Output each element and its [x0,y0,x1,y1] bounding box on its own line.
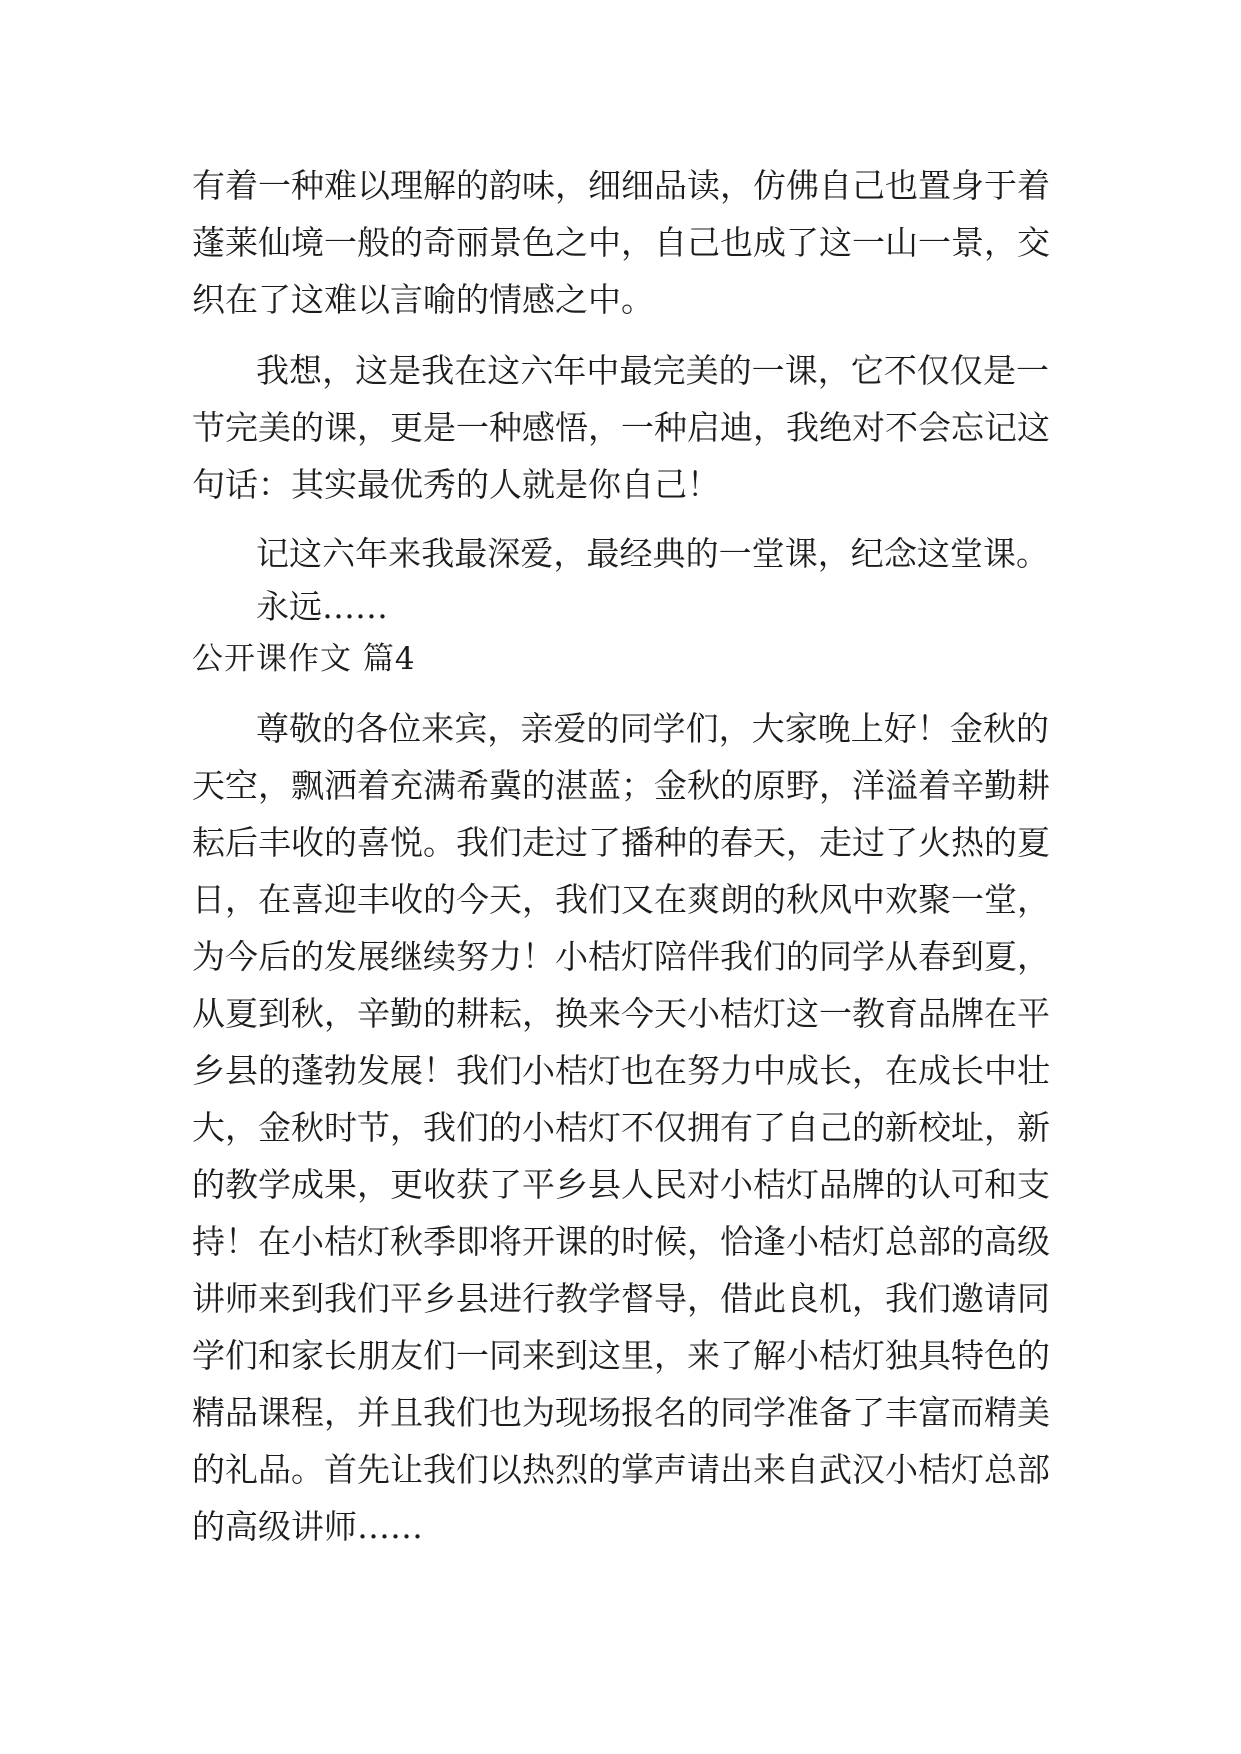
paragraph-line: 的礼品。首先让我们以热烈的掌声请出来自武汉小桔灯总部 [192,1450,1050,1489]
paragraph-line: 我想，这是我在这六年中最完美的一课，它不仅仅是一 [256,351,1049,390]
section-heading: 公开课作文 篇4 [192,641,416,677]
paragraph-line: 尊敬的各位来宾，亲爱的同学们，大家晚上好！金秋的 [256,709,1049,748]
paragraph-line: 日，在喜迎丰收的今天，我们又在爽朗的秋风中欢聚一堂， [192,880,1050,919]
paragraph-line: 天空，飘洒着充满希冀的湛蓝；金秋的原野，洋溢着辛勤耕 [192,766,1050,805]
paragraph-line: 乡县的蓬勃发展！我们小桔灯也在努力中成长，在成长中壮 [192,1051,1050,1090]
paragraph-line: 节完美的课，更是一种感悟，一种启迪，我绝对不会忘记这 [192,408,1050,447]
paragraph-line: 持！在小桔灯秋季即将开课的时候，恰逢小桔灯总部的高级 [192,1222,1050,1261]
paragraph-line: 大，金秋时节，我们的小桔灯不仅拥有了自己的新校址，新 [192,1108,1050,1147]
paragraph-line: 学们和家长朋友们一同来到这里，来了解小桔灯独具特色的 [192,1336,1050,1375]
paragraph-line: 的教学成果，更收获了平乡县人民对小桔灯品牌的认可和支 [192,1165,1050,1204]
paragraph-line: 永远…… [256,587,388,626]
paragraph-line: 为今后的发展继续努力！小桔灯陪伴我们的同学从春到夏， [192,937,1050,976]
paragraph-line: 织在了这难以言喻的情感之中。 [192,280,654,319]
paragraph-line: 精品课程，并且我们也为现场报名的同学准备了丰富而精美 [192,1393,1050,1432]
paragraph-line: 蓬莱仙境一般的奇丽景色之中，自己也成了这一山一景，交 [192,223,1050,262]
paragraph-line: 耘后丰收的喜悦。我们走过了播种的春天，走过了火热的夏 [192,823,1050,862]
paragraph-line: 从夏到秋，辛勤的耕耘，换来今天小桔灯这一教育品牌在平 [192,994,1050,1033]
paragraph-line: 句话：其实最优秀的人就是你自己！ [192,465,720,504]
paragraph-line: 讲师来到我们平乡县进行教学督导，借此良机，我们邀请同 [192,1279,1050,1318]
paragraph-line: 有着一种难以理解的韵味，细细品读，仿佛自己也置身于着 [192,166,1050,205]
paragraph-line: 的高级讲师…… [192,1507,423,1546]
paragraph-line: 记这六年来我最深爱，最经典的一堂课，纪念这堂课。 [256,534,1049,573]
